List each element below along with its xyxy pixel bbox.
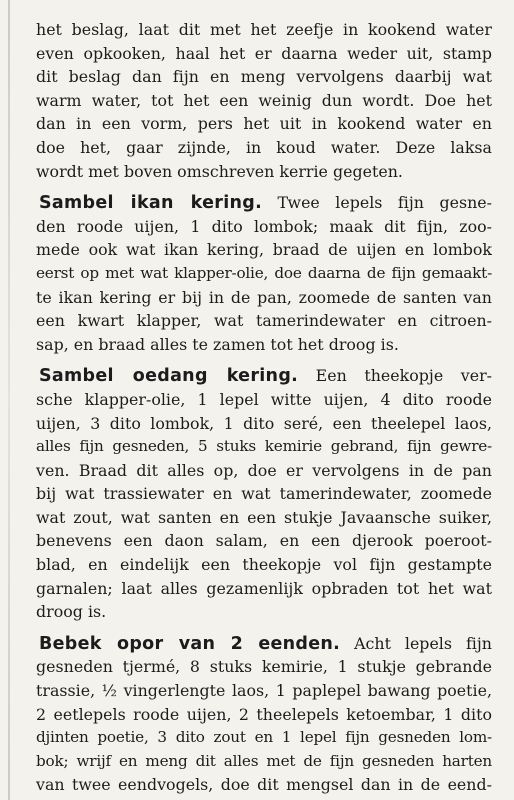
recipe-first-line (36, 364, 492, 388)
text-line: bij wat trassiewater en wat tamerindewater, zoomede (36, 484, 492, 504)
recipe-title: Sambel ikan kering. (39, 193, 263, 214)
text-line: een kwart klapper, wat tamerindewater en citroen- (36, 311, 492, 331)
text-line: wordt met boven omschreven kerrie gegeten. (36, 161, 403, 181)
recipe-sambel-ikan-kering (36, 191, 492, 356)
text-line: bok; wrijf en meng dit alles met de fijn gesneden harten (36, 751, 492, 770)
page-binding-edge (8, 0, 10, 800)
text-line: garnalen; laat alles gezamenlijk opbraden tot het wat (36, 578, 492, 598)
recipe-sambel-oedang-kering (36, 364, 492, 624)
text-line: uijen, 3 dito lombok, 1 dito seré, een theelepel laos, (36, 413, 492, 433)
text-line: het beslag, laat dit met het zeefje in kookend water (36, 20, 492, 39)
text-line: alles fijn gesneden, 5 stuks kemirie gebrand, fijn gewre- (36, 437, 492, 456)
text-line: gesneden tjermé, 8 stuks kemirie, 1 stukje gebrande (36, 657, 492, 677)
recipe-bebek-opor (36, 632, 492, 797)
text-line: te ikan kering er bij in de pan, zoomede de santen van (36, 287, 492, 307)
text-line: dit beslag dan fijn en meng vervolgens daarbij wat (36, 67, 492, 87)
recipe-first-line-text: Twee lepels fijn gesne- (277, 193, 493, 213)
text-line: mede ook wat ikan kering, braad de uijen en lombok (36, 240, 492, 260)
text-line: 2 eetlepels roode uijen, 2 theelepels ketoembar, 1 dito (36, 704, 492, 724)
text-line: eerst op met wat klapper-olie, doe daarna de fijn gemaakt- (36, 263, 492, 282)
recipe-title: Bebek opor van 2 eenden. (39, 633, 341, 654)
recipe-first-line (36, 632, 492, 656)
text-line: sche klapper-olie, 1 lepel witte uijen, 4 dito roode (36, 389, 492, 409)
recipe-first-line-text: Acht lepels fijn (354, 633, 492, 653)
text-line: den roode uijen, 1 dito lombok; maak dit fijn, zoo- (36, 216, 492, 236)
text-line: van twee eendvogels, doe dit mengsel dan in de eend- (36, 775, 492, 795)
text-line: benevens een daon salam, en een djerook poeroot- (36, 531, 492, 551)
text-line: sap, en braad alles te zamen tot het droog is. (36, 334, 399, 354)
text-line: ven. Braad dit alles op, doe er vervolgens in de pan (36, 460, 492, 480)
text-line: wat zout, wat santen en een stukje Javaansche suiker, (36, 507, 492, 527)
text-line: droog is. (36, 602, 107, 622)
recipe-first-line-text: Een theekopje ver- (315, 366, 493, 386)
text-line: trassie, ½ vingerlengte laos, 1 paplepel bawang poetie, (36, 681, 492, 701)
text-line: warm water, tot het een weinig dun wordt. Doe het (36, 90, 492, 110)
text-line: dan in een vorm, pers het uit in kookend water en (36, 114, 492, 134)
text-line: even opkooken, haal het er daarna weder uit, stamp (36, 43, 492, 63)
recipe-title: Sambel oedang kering. (39, 366, 299, 387)
text-line: blad, en eindelijk een theekopje vol fijn gestampte (36, 555, 492, 575)
text-line: djinten poetie, 3 dito zout en 1 lepel fijn gesneden lom- (36, 728, 492, 747)
text-line: doe het, gaar zijnde, in koud water. Deze laksa (36, 137, 492, 157)
recipe-first-line (36, 191, 492, 215)
paragraph-laksa-continued (36, 18, 492, 183)
